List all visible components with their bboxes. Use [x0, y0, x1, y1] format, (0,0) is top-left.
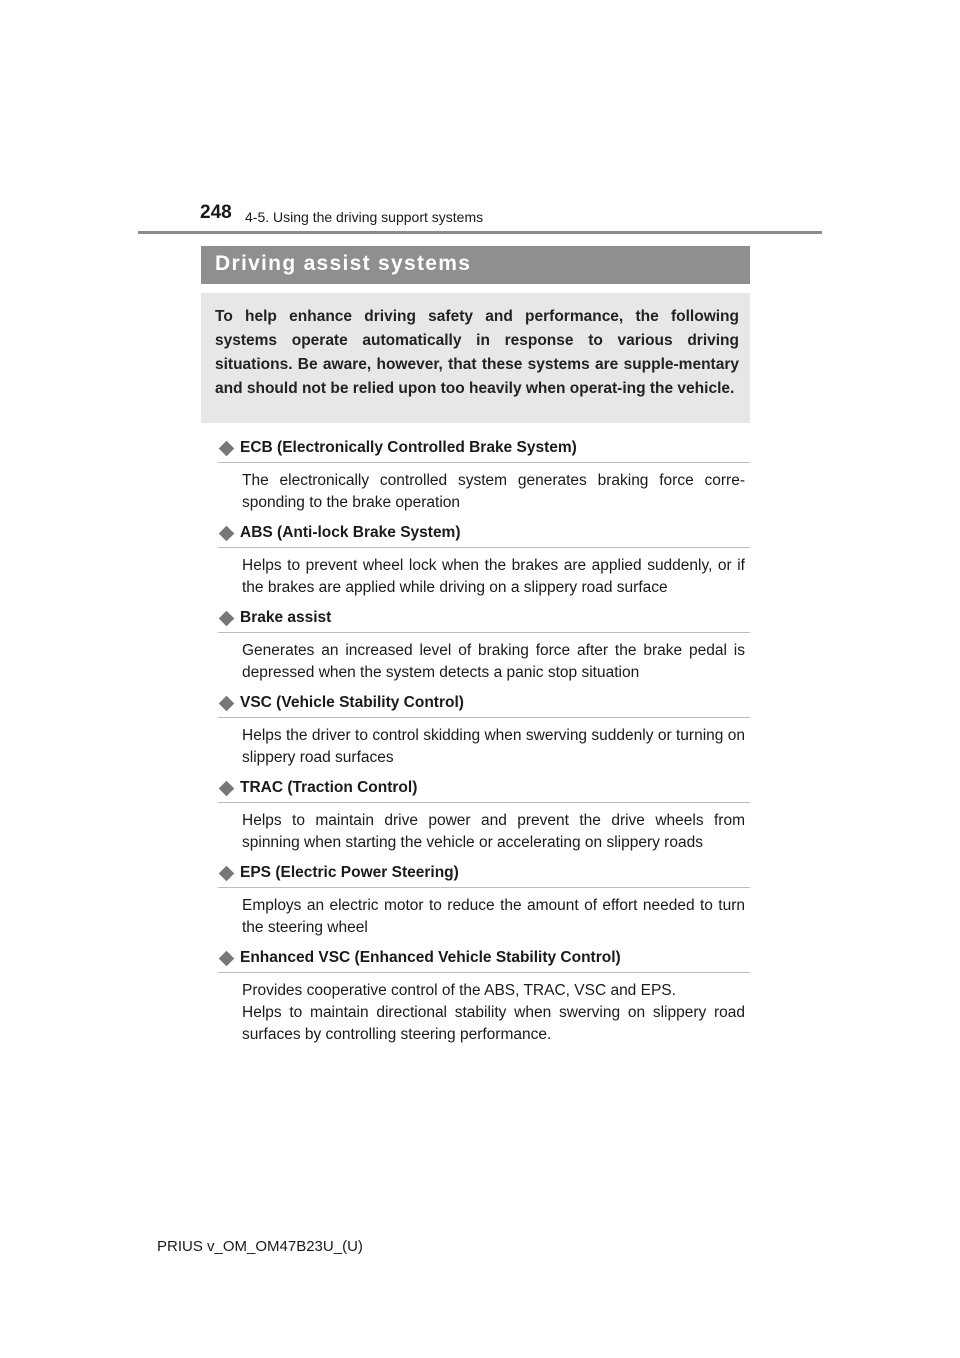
- feature-description: Employs an electric motor to reduce the amount of effort needed to turn the steering wheel: [242, 897, 745, 936]
- feature-title: VSC (Vehicle Stability Control): [240, 694, 464, 711]
- feature-item: [218, 607, 750, 684]
- feature-description: Helps to maintain drive power and prevent the drive wheels from spinning when starting the vehicle or accelerating on slippery roads: [242, 812, 745, 851]
- feature-description-continued: Helps to maintain directional stability when swerving on slippery road surfaces by controlling steering performance.: [242, 1004, 745, 1043]
- feature-heading: [218, 692, 750, 718]
- feature-title: Brake assist: [240, 609, 332, 626]
- feature-heading: [218, 862, 750, 888]
- footer-doc-code: PRIUS v_OM_OM47B23U_(U): [157, 1238, 363, 1255]
- feature-description: The electronically controlled system generates braking force corre-sponding to the brake operation: [242, 472, 745, 511]
- feature-description: Provides cooperative control of the ABS, TRAC, VSC and EPS.: [242, 982, 676, 999]
- page-title: Driving assist systems: [215, 252, 472, 275]
- feature-heading: [218, 607, 750, 633]
- feature-list: [218, 437, 750, 1054]
- feature-item: [218, 692, 750, 769]
- feature-item: [218, 522, 750, 599]
- feature-heading: [218, 522, 750, 548]
- feature-title: ABS (Anti-lock Brake System): [240, 524, 461, 541]
- feature-description: Helps the driver to control skidding when swerving suddenly or turning on slippery road surfaces: [242, 727, 745, 766]
- intro-text: To help enhance driving safety and performance, the following systems operate automatically in response to various driving situations. Be aware, however, that these systems are supple-mentary and should not be relied upon too heavily when operat-ing the vehicle.: [215, 308, 739, 397]
- feature-item: [218, 947, 750, 1046]
- feature-title: EPS (Electric Power Steering): [240, 864, 459, 881]
- page-number: 248: [200, 202, 232, 223]
- diamond-bullet-icon: [219, 865, 235, 881]
- feature-item: [218, 777, 750, 854]
- diamond-bullet-icon: [219, 610, 235, 626]
- intro-box: [201, 293, 750, 423]
- feature-description: Generates an increased level of braking force after the brake pedal is depressed when the system detects a panic stop situation: [242, 642, 745, 681]
- title-bar: [201, 246, 750, 284]
- feature-title: ECB (Electronically Controlled Brake System): [240, 439, 577, 456]
- diamond-bullet-icon: [219, 950, 235, 966]
- diamond-bullet-icon: [219, 695, 235, 711]
- diamond-bullet-icon: [219, 440, 235, 456]
- feature-heading: [218, 437, 750, 463]
- diamond-bullet-icon: [219, 780, 235, 796]
- feature-heading: [218, 777, 750, 803]
- feature-title: TRAC (Traction Control): [240, 779, 418, 796]
- feature-item: [218, 862, 750, 939]
- feature-item: [218, 437, 750, 514]
- section-label: 4-5. Using the driving support systems: [245, 209, 484, 225]
- feature-heading: [218, 947, 750, 973]
- feature-description: Helps to prevent wheel lock when the brakes are applied suddenly, or if the brakes are applied while driving on a slippery road surface: [242, 557, 745, 596]
- header-rule: [138, 231, 822, 234]
- feature-title: Enhanced VSC (Enhanced Vehicle Stability Control): [240, 949, 621, 966]
- diamond-bullet-icon: [219, 525, 235, 541]
